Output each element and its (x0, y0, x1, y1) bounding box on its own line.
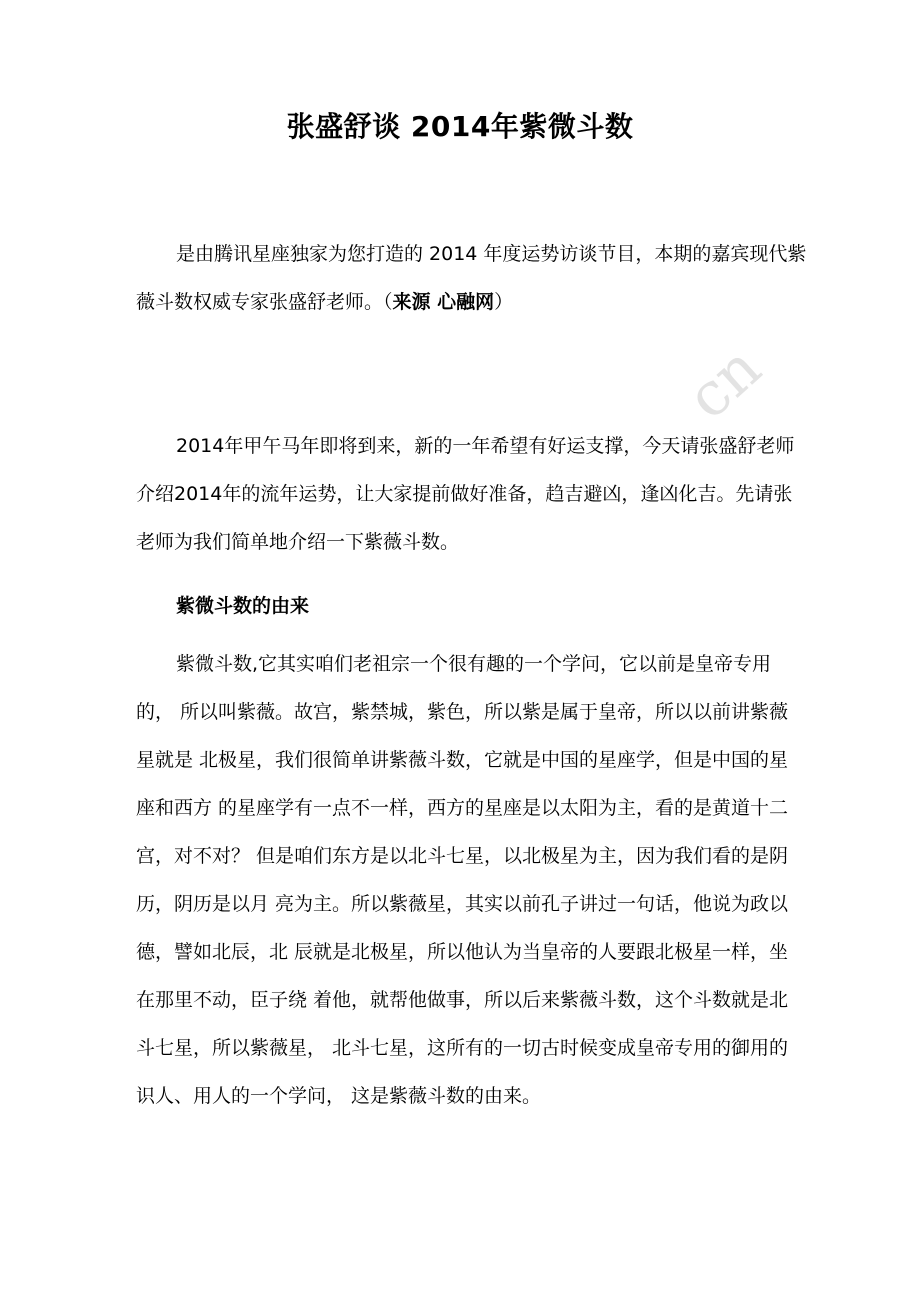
document-title: 张盛舒谈 2014年紫微斗数 (286, 110, 634, 143)
section-heading: 紫微斗数的由来 (176, 595, 310, 617)
paragraph-line: 斗七星，所以紫薇星， 北斗七星，这所有的一切古时候变成皇帝专用的御用的 (136, 1037, 789, 1059)
paragraph-origin (136, 640, 789, 1120)
intro-line-2 (136, 278, 784, 326)
source-label: 来源 心融网 (392, 291, 495, 313)
paragraph-line: 历，阴历是以月 亮为主。所以紫薇星，其实以前孔子讲过一句话，他说为政以 (136, 893, 789, 915)
paragraph-line: 老师为我们简单地介绍一下紫薇斗数。 (136, 531, 460, 553)
intro-paragraph (136, 230, 807, 326)
intro-line-2-text: 薇斗数权威专家张盛舒老师。（ (136, 291, 393, 313)
paragraph-line: 识人、用人的一个学问， 这是紫薇斗数的由来。 (136, 1085, 542, 1107)
paragraph-line: 在那里不动，臣子绕 着他，就帮他做事，所以后来紫薇斗数，这个斗数就是北 (136, 989, 789, 1011)
paragraph-line: 介绍2014年的流年运势，让大家提前做好准备，趋吉避凶，逢凶化吉。先请张 (136, 483, 793, 505)
watermark: cn (673, 332, 775, 434)
intro-line-2-end: ） (494, 291, 514, 313)
paragraph-line: 宫，对不对？ 但是咱们东方是以北斗七星，以北极星为主，因为我们看的是阴 (136, 845, 789, 867)
paragraph-intro-2014 (136, 422, 795, 566)
paragraph-line: 的， 所以叫紫薇。故宫，紫禁城，紫色，所以紫是属于皇帝，所以以前讲紫薇 (136, 701, 789, 723)
intro-line-1: 是由腾讯星座独家为您打造的 2014 年度运势访谈节目，本期的嘉宾现代紫 (176, 243, 807, 265)
paragraph-line: 座和西方 的星座学有一点不一样，西方的星座是以太阳为主，看的是黄道十二 (136, 797, 789, 819)
paragraph-line: 2014年甲午马年即将到来，新的一年希望有好运支撑，今天请张盛舒老师 (176, 435, 795, 457)
paragraph-line: 紫微斗数,它其实咱们老祖宗一个很有趣的一个学问，它以前是皇帝专用 (176, 653, 772, 675)
paragraph-line: 星就是 北极星，我们很简单讲紫薇斗数，它就是中国的星座学，但是中国的星 (136, 749, 789, 771)
paragraph-line: 德，譬如北辰，北 辰就是北极星，所以他认为当皇帝的人要跟北极星一样，坐 (136, 941, 789, 963)
